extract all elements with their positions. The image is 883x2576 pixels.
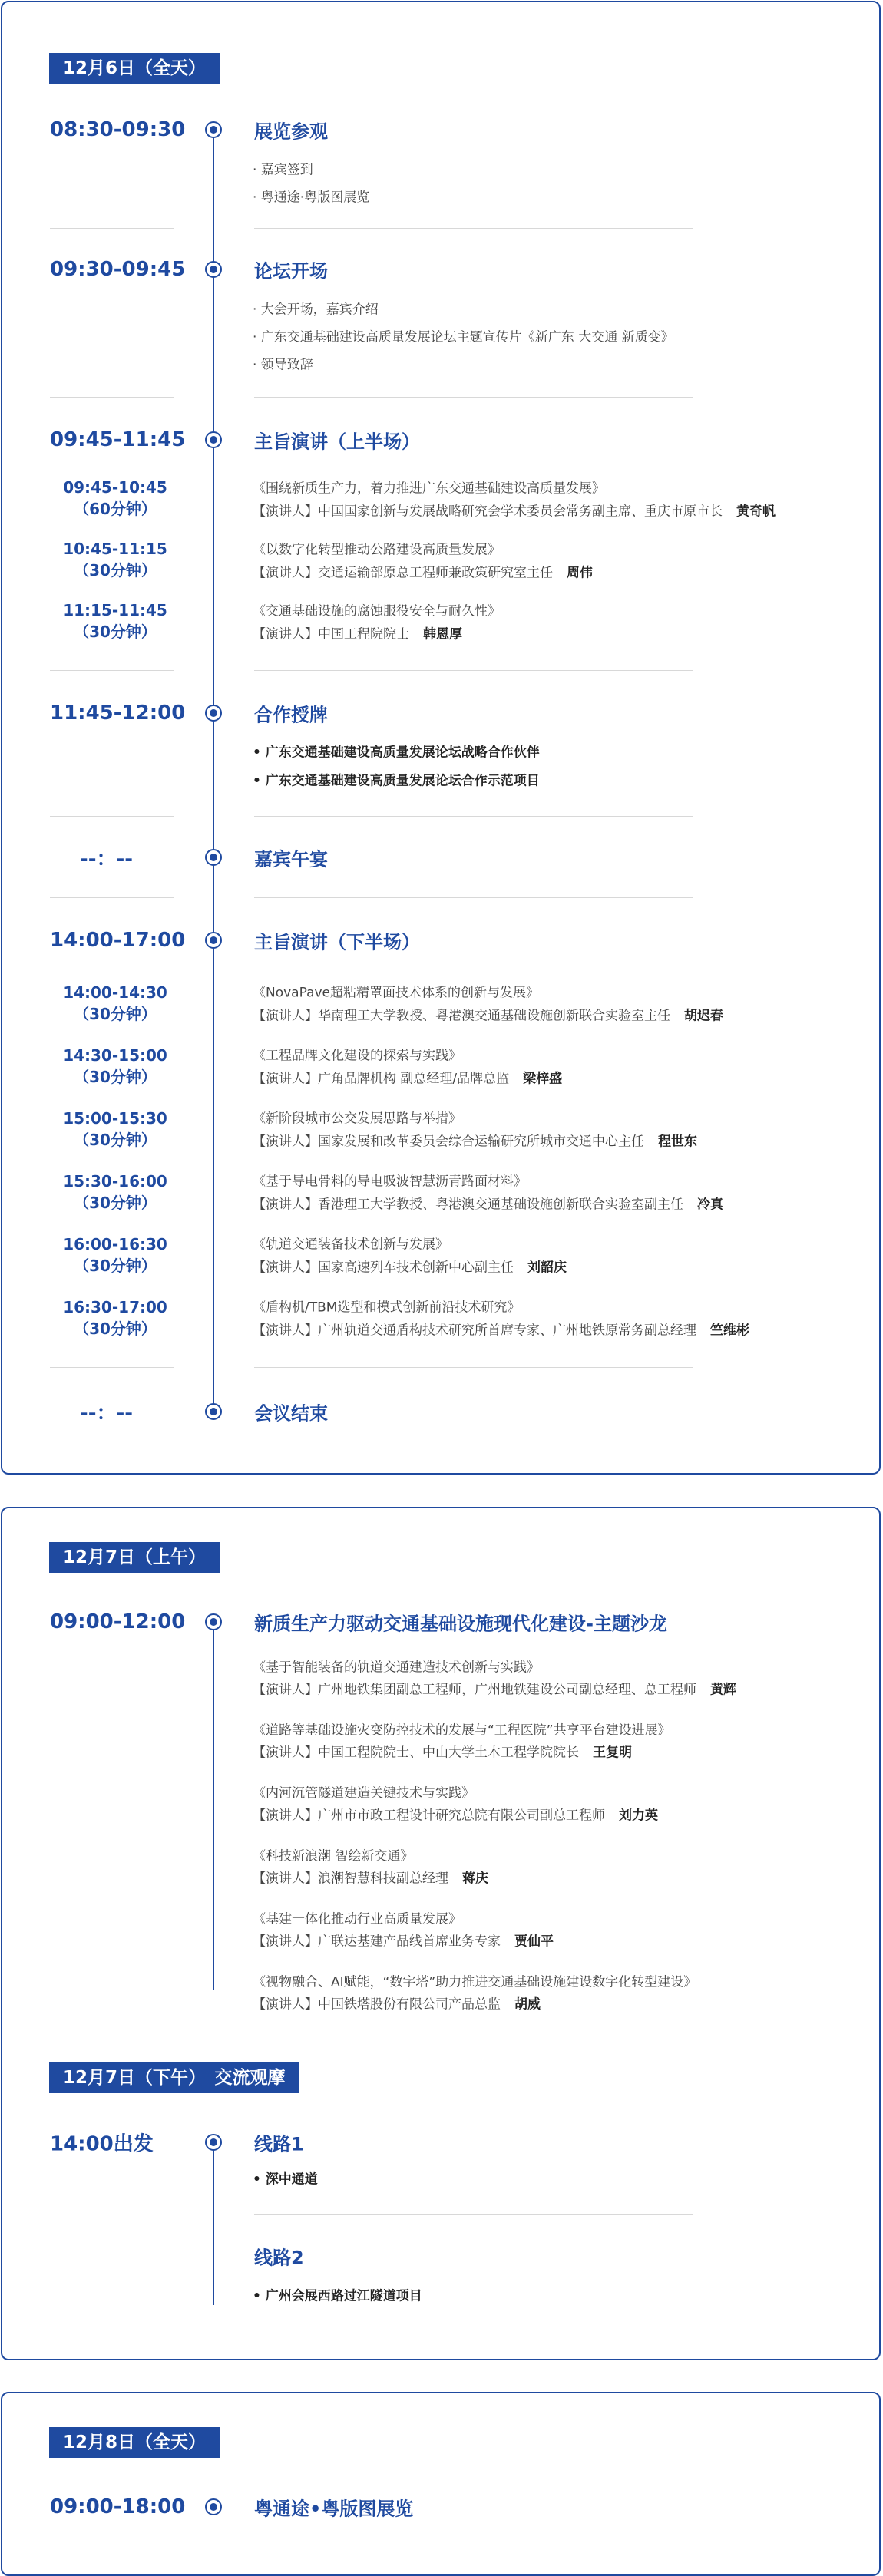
divider [50, 897, 174, 898]
divider [254, 670, 693, 671]
talk-topic: 《NovaPave超粘精罩面技术体系的创新与发展》 [253, 985, 540, 1001]
talk-topic: 《基于导电骨料的导电吸波智慧沥青路面材料》 [253, 1174, 527, 1190]
talk-speaker: 【演讲人】广角品牌机构 副总经理/品牌总监 梁梓盛 [253, 1071, 563, 1087]
talk-speaker: 【演讲人】广联达基建产品线首席业务专家 贾仙平 [253, 1934, 554, 1950]
divider [254, 897, 693, 898]
day1-card [1, 1, 881, 1475]
divider [254, 397, 693, 398]
talk-speaker: 【演讲人】国家发展和改革委员会综合运输研究所城市交通中心主任 程世东 [253, 1134, 697, 1150]
talk-speaker: 【演讲人】浪潮智慧科技副总经理 蒋庆 [253, 1871, 488, 1887]
session-time: --：-- [79, 1402, 134, 1425]
session-time: 09:00-18:00 [50, 2495, 186, 2518]
talk-speaker: 【演讲人】华南理工大学教授、粤港澳交通基础设施创新联合实验室主任 胡迟春 [253, 1008, 723, 1024]
timeline-dot-icon [205, 261, 222, 278]
session-item: • 广东交通基础建设高质量发展论坛战略合作伙伴 [253, 745, 540, 761]
timeline-dot-icon [205, 705, 222, 722]
day2-card [1, 1507, 881, 2360]
divider [254, 816, 693, 817]
session-time: 09:45-11:45 [50, 428, 186, 451]
timeline-dot-icon [205, 2498, 222, 2515]
talk-speaker: 【演讲人】国家高速列车技术创新中心副主任 刘韶庆 [253, 1260, 567, 1276]
session-title: 粤通途•粤版图展览 [254, 2498, 414, 2520]
timeline-dot-icon [205, 1613, 222, 1630]
session-title: 合作授牌 [254, 704, 328, 726]
session-item: · 嘉宾签到 [253, 162, 313, 178]
talk-speaker: 【演讲人】中国国家创新与发展战略研究会学术委员会常务副主席、重庆市原市长 黄奇帆 [253, 504, 776, 520]
timeline-line [213, 130, 214, 1412]
session-title: 会议结束 [254, 1402, 328, 1425]
talk-topic: 《道路等基础设施灾变防控技术的发展与“工程医院”共享平台建设进展》 [253, 1722, 671, 1739]
timeline-dot-icon [205, 932, 222, 949]
route-item: • 广州会展西路过江隧道项目 [253, 2288, 422, 2304]
talk-time: 10:45-11:15 （30分钟） [63, 540, 167, 580]
session-item: · 领导致辞 [253, 357, 313, 373]
talk-topic: 《交通基础设施的腐蚀服役安全与耐久性》 [253, 603, 501, 619]
session-title: 嘉宾午宴 [254, 848, 328, 870]
timeline-dot-icon [205, 1403, 222, 1420]
divider [50, 1367, 174, 1368]
talk-topic: 《以数字化转型推动公路建设高质量发展》 [253, 542, 501, 558]
session-time: 14:00出发 [50, 2132, 154, 2156]
talk-time: 15:00-15:30 （30分钟） [63, 1109, 167, 1149]
day3-card [1, 2392, 881, 2576]
talk-speaker: 【演讲人】香港理工大学教授、粤港澳交通基础设施创新联合实验室副主任 冷真 [253, 1197, 723, 1213]
talk-speaker: 【演讲人】中国铁塔股份有限公司产品总监 胡威 [253, 1996, 541, 2013]
session-title: 主旨演讲（上半场） [254, 431, 420, 453]
day-tag: 12月8日（全天） [49, 2427, 220, 2458]
session-time: 09:00-12:00 [50, 1610, 186, 1633]
session-item: · 大会开场，嘉宾介绍 [253, 302, 379, 318]
talk-topic: 《轨道交通装备技术创新与发展》 [253, 1237, 448, 1253]
route-item: • 深中通道 [253, 2171, 318, 2188]
talk-topic: 《基建一体化推动行业高质量发展》 [253, 1911, 461, 1927]
talk-time: 16:00-16:30 （30分钟） [63, 1235, 167, 1275]
session-time: 08:30-09:30 [50, 118, 186, 141]
talk-speaker: 【演讲人】广州地铁集团副总工程师，广州地铁建设公司副总经理、总工程师 黄辉 [253, 1682, 736, 1698]
day-tag: 12月7日（下午） 交流观摩 [49, 2062, 299, 2093]
talk-topic: 《盾构机/TBM选型和模式创新前沿技术研究》 [253, 1300, 521, 1316]
session-title: 展览参观 [254, 121, 328, 143]
talk-speaker: 【演讲人】交通运输部原总工程师兼政策研究室主任 周伟 [253, 565, 593, 581]
divider [254, 1367, 693, 1368]
session-time: 14:00-17:00 [50, 929, 186, 952]
talk-topic: 《科技新浪潮 智绘新交通》 [253, 1848, 414, 1864]
talk-time: 16:30-17:00 （30分钟） [63, 1298, 167, 1338]
divider [254, 228, 693, 229]
route-title: 线路1 [254, 2133, 304, 2155]
talk-topic: 《新阶段城市公交发展思路与举措》 [253, 1111, 461, 1127]
session-item: • 广东交通基础建设高质量发展论坛合作示范项目 [253, 773, 540, 789]
talk-topic: 《内河沉管隧道建造关键技术与实践》 [253, 1785, 475, 1802]
talk-speaker: 【演讲人】广州轨道交通盾构技术研究所首席专家、广州地铁原常务副总经理 竺维彬 [253, 1323, 749, 1339]
day-tag: 12月6日（全天） [49, 53, 220, 84]
timeline-line [213, 1622, 214, 1990]
timeline-dot-icon [205, 2134, 222, 2151]
talk-time: 14:30-15:00 （30分钟） [63, 1046, 167, 1086]
talk-topic: 《基于智能装备的轨道交通建造技术创新与实践》 [253, 1660, 540, 1676]
talk-time: 14:00-14:30 （30分钟） [63, 983, 167, 1023]
talk-speaker: 【演讲人】广州市市政工程设计研究总院有限公司副总工程师 刘力英 [253, 1808, 658, 1824]
session-time: 11:45-12:00 [50, 702, 186, 725]
session-title: 新质生产力驱动交通基础设施现代化建设-主题沙龙 [254, 1613, 667, 1635]
talk-topic: 《工程品牌文化建设的探索与实践》 [253, 1048, 461, 1064]
divider [50, 228, 174, 229]
session-title: 论坛开场 [254, 260, 328, 282]
talk-speaker: 【演讲人】中国工程院院士 韩恩厚 [253, 626, 462, 642]
timeline-dot-icon [205, 431, 222, 448]
route-title: 线路2 [254, 2247, 304, 2269]
talk-topic: 《视物融合、AI赋能，“数字塔”助力推进交通基础设施建设数字化转型建设》 [253, 1974, 697, 1990]
timeline-line [213, 2142, 214, 2305]
divider [254, 2214, 693, 2215]
divider [50, 397, 174, 398]
session-item: · 广东交通基础建设高质量发展论坛主题宣传片《新广东 大交通 新质变》 [253, 329, 674, 345]
day-tag: 12月7日（上午） [49, 1542, 220, 1573]
talk-topic: 《围绕新质生产力，着力推进广东交通基础建设高质量发展》 [253, 481, 605, 497]
talk-time: 11:15-11:45 （30分钟） [63, 601, 167, 641]
session-item: · 粤通途·粤版图展览 [253, 190, 370, 206]
talk-speaker: 【演讲人】中国工程院院士、中山大学土木工程学院院长 王复明 [253, 1745, 632, 1761]
divider [50, 670, 174, 671]
divider [50, 816, 174, 817]
talk-time: 15:30-16:00 （30分钟） [63, 1172, 167, 1212]
session-time: 09:30-09:45 [50, 258, 186, 281]
session-title: 主旨演讲（下半场） [254, 931, 420, 953]
timeline-dot-icon [205, 121, 222, 138]
talk-time: 09:45-10:45 （60分钟） [63, 478, 167, 518]
session-time: --：-- [79, 847, 134, 871]
timeline-dot-icon [205, 849, 222, 866]
